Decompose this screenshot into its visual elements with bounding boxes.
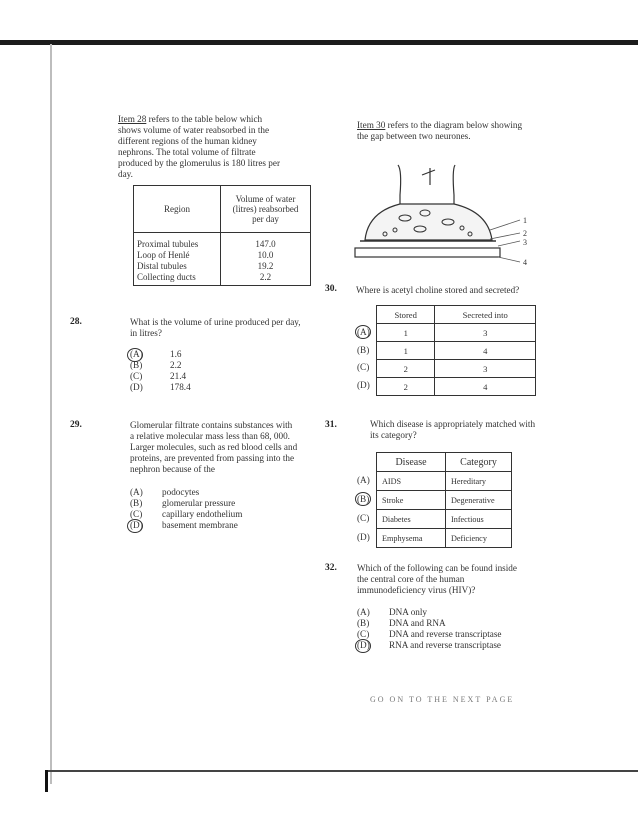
option-letter: (C) xyxy=(130,509,143,519)
category-cell: Infectious xyxy=(446,510,512,529)
item30-intro xyxy=(357,120,557,142)
item30-intro-line: refers to the diagram below showing xyxy=(385,120,523,130)
table-row xyxy=(134,272,311,286)
secreted-cell: 4 xyxy=(435,342,536,360)
disease-header: Disease xyxy=(377,453,446,472)
option-letter: (A) xyxy=(357,607,370,617)
stored-cell: 1 xyxy=(377,342,435,360)
region-cell: Distal tubules xyxy=(134,261,221,272)
question-29-stem xyxy=(130,420,350,475)
stem-line: a relative molecular mass less than 68, 000. xyxy=(130,431,290,441)
table-row xyxy=(134,250,311,261)
question-30-stem: Where is acetyl choline stored and secreted? xyxy=(356,285,520,295)
option-letter: (C) xyxy=(357,629,370,639)
stem-line: Which of the following can be found inside xyxy=(357,563,517,573)
region-cell: Collecting ducts xyxy=(134,272,221,286)
table-row[interactable] xyxy=(377,360,536,378)
table-row[interactable] xyxy=(377,342,536,360)
stem-line: immunodeficiency virus (HIV)? xyxy=(357,585,476,595)
option-letter: (D) xyxy=(130,382,143,392)
table-row[interactable] xyxy=(377,378,536,396)
stem-line: the central core of the human xyxy=(357,574,465,584)
region-cell: Loop of Henlé xyxy=(134,250,221,261)
option-letter: (A) xyxy=(130,487,143,497)
item28-intro-line: produced by the glomerulus is 180 litres per xyxy=(118,158,281,168)
stored-cell: 2 xyxy=(377,378,435,396)
page-bottom-border xyxy=(46,770,638,772)
volume-cell: 10.0 xyxy=(221,250,311,261)
stem-line: What is the volume of urine produced per day, xyxy=(130,317,301,327)
item28-intro-line: refers to the table below which xyxy=(146,114,263,124)
synapse-diagram xyxy=(340,150,540,280)
item28-intro-line: different regions of the human kidney xyxy=(118,136,257,146)
answer-circle-mark xyxy=(127,519,143,533)
stored-cell: 2 xyxy=(377,360,435,378)
item28-intro-line: day. xyxy=(118,169,133,179)
region-cell: Proximal tubules xyxy=(134,233,221,251)
q32-option-c[interactable] xyxy=(357,629,502,640)
answer-circle-mark xyxy=(355,492,371,506)
option-text: 2.2 xyxy=(170,360,182,370)
table-row xyxy=(134,261,311,272)
question-29-number: 29. xyxy=(70,420,82,430)
diagram-label-1: 1 xyxy=(523,216,527,225)
q28-option-c[interactable] xyxy=(130,371,186,382)
option-text: DNA and reverse transcriptase xyxy=(389,629,502,639)
disease-cell: Emphysema xyxy=(377,529,446,548)
q28-option-b[interactable] xyxy=(130,360,181,371)
stem-line: Glomerular filtrate contains substances with xyxy=(130,420,293,430)
presynaptic-terminal xyxy=(365,204,492,240)
region-header: Region xyxy=(134,186,221,233)
q31-option-c[interactable]: (C) xyxy=(357,513,370,523)
page-footer: GO ON TO THE NEXT PAGE xyxy=(370,695,515,704)
item28-intro-line: nephrons. The total volume of filtrate xyxy=(118,147,256,157)
diagram-label-2: 2 xyxy=(523,229,527,238)
secreted-header: Secreted into xyxy=(435,306,536,324)
acetylcholine-table xyxy=(376,305,536,396)
option-text: 21.4 xyxy=(170,371,187,381)
volume-header-line: (litres) reabsorbed xyxy=(232,204,299,214)
question-32-number: 32. xyxy=(325,563,337,573)
q29-option-c[interactable] xyxy=(130,509,242,520)
postsynaptic-membrane xyxy=(355,248,500,257)
category-cell: Deficiency xyxy=(446,529,512,548)
option-letter: (B) xyxy=(130,360,143,370)
q30-option-a[interactable]: (A) xyxy=(357,327,370,337)
table-row[interactable] xyxy=(377,529,512,548)
item28-intro-line: shows volume of water reabsorbed in the xyxy=(118,125,270,135)
stem-line: in litres? xyxy=(130,328,162,338)
option-letter: (C) xyxy=(130,371,143,381)
answer-circle-mark xyxy=(355,639,371,653)
option-text: 178.4 xyxy=(170,382,191,392)
table-row[interactable] xyxy=(377,472,512,491)
question-31-number: 31. xyxy=(325,420,337,430)
stem-line: nephron because of the xyxy=(130,464,215,474)
option-text: basement membrane xyxy=(162,520,238,530)
item30-ref: Item 30 xyxy=(357,120,386,130)
q31-option-b[interactable]: (B) xyxy=(357,494,370,504)
disease-cell: Diabetes xyxy=(377,510,446,529)
q28-option-d[interactable] xyxy=(130,382,191,393)
volume-cell: 147.0 xyxy=(221,233,311,251)
disease-cell: AIDS xyxy=(377,472,446,491)
page-bottom-left-mark xyxy=(45,770,48,792)
option-text: glomerular pressure xyxy=(162,498,236,508)
option-text: podocytes xyxy=(162,487,200,497)
stored-cell: 1 xyxy=(377,324,435,342)
page-top-border xyxy=(0,40,638,45)
volume-cell: 2.2 xyxy=(221,272,311,286)
option-letter: (A) xyxy=(130,349,143,359)
disease-cell: Stroke xyxy=(377,491,446,510)
option-text: RNA and reverse transcriptase xyxy=(389,640,501,650)
table-row[interactable] xyxy=(377,491,512,510)
q29-option-a[interactable] xyxy=(130,487,199,498)
stem-line: Which disease is appropriately matched with xyxy=(370,419,536,429)
q31-option-d[interactable]: (D) xyxy=(357,532,370,542)
secreted-cell: 4 xyxy=(435,378,536,396)
water-reabsorption-table xyxy=(133,185,311,286)
stem-line: proteins, are prevented from passing into the xyxy=(130,453,295,463)
question-32-stem xyxy=(357,563,567,596)
diagram-label-4: 4 xyxy=(523,258,527,267)
option-letter: (B) xyxy=(130,498,143,508)
q30-option-c[interactable]: (C) xyxy=(357,362,370,372)
table-row xyxy=(134,233,311,251)
stored-header: Stored xyxy=(377,306,435,324)
secreted-cell: 3 xyxy=(435,360,536,378)
question-30-number: 30. xyxy=(325,284,337,294)
q32-option-b[interactable] xyxy=(357,618,446,629)
table-header-row xyxy=(134,186,311,233)
q32-option-d[interactable] xyxy=(357,640,501,651)
volume-header-line: Volume of water xyxy=(235,194,296,204)
table-row[interactable] xyxy=(377,324,536,342)
stem-line: its category? xyxy=(370,430,417,440)
table-header-row xyxy=(377,306,536,324)
question-28-stem xyxy=(130,317,350,339)
category-header: Category xyxy=(446,453,512,472)
diagram-label-3: 3 xyxy=(523,238,527,247)
volume-header xyxy=(221,186,311,233)
q29-option-b[interactable] xyxy=(130,498,235,509)
volume-cell: 19.2 xyxy=(221,261,311,272)
option-letter: (B) xyxy=(357,618,370,628)
option-text: DNA only xyxy=(389,607,428,617)
volume-header-line: per day xyxy=(252,214,279,224)
question-28-number: 28. xyxy=(70,317,82,327)
category-cell: Hereditary xyxy=(446,472,512,491)
stem-line: Larger molecules, such as red blood cells and xyxy=(130,442,298,452)
answer-circle-mark xyxy=(355,325,371,339)
item30-intro-line: the gap between two neurones. xyxy=(357,131,471,141)
q30-option-b[interactable]: (B) xyxy=(357,345,370,355)
secreted-cell: 3 xyxy=(435,324,536,342)
q30-option-d[interactable]: (D) xyxy=(357,380,370,390)
disease-category-table xyxy=(376,452,512,548)
q29-option-d[interactable] xyxy=(130,520,238,531)
page-left-margin-line xyxy=(50,44,52,784)
option-text: capillary endothelium xyxy=(162,509,243,519)
item28-intro xyxy=(118,114,318,180)
option-letter: (D) xyxy=(357,640,370,650)
table-header-row xyxy=(377,453,512,472)
option-text: DNA and RNA xyxy=(389,618,446,628)
category-cell: Degenerative xyxy=(446,491,512,510)
q32-option-a[interactable] xyxy=(357,607,427,618)
option-text: 1.6 xyxy=(170,349,182,359)
q31-option-a[interactable]: (A) xyxy=(357,475,370,485)
item28-ref: Item 28 xyxy=(118,114,147,124)
question-31-stem xyxy=(370,419,570,441)
table-row[interactable] xyxy=(377,510,512,529)
option-letter: (D) xyxy=(130,520,143,530)
